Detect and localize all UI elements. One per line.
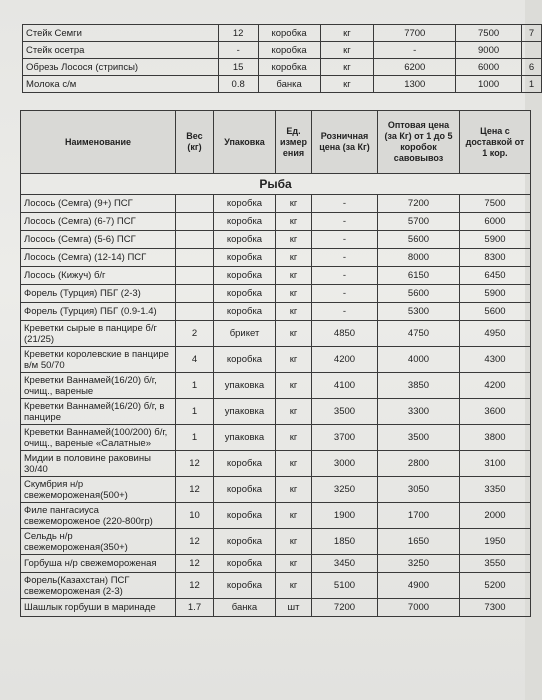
table-row — [21, 477, 531, 503]
cell-unit: кг — [276, 573, 312, 599]
top-table-cell: 7700 — [374, 25, 456, 42]
cell-package: коробка — [214, 451, 276, 477]
cell-unit: кг — [276, 503, 312, 529]
cell-unit: шт — [276, 599, 312, 617]
top-table-cell: банка — [258, 76, 320, 93]
cell-unit: кг — [276, 451, 312, 477]
cell-wholesale: 5600 — [378, 231, 460, 249]
top-table-cell: 1300 — [374, 76, 456, 93]
header-name: Наименование — [21, 111, 176, 174]
cell-unit: кг — [276, 231, 312, 249]
header-unit: Ед. измер ения — [276, 111, 312, 174]
cell-unit: кг — [276, 555, 312, 573]
table-row — [21, 451, 531, 477]
cell-retail: - — [312, 231, 378, 249]
cell-weight: 12 — [176, 555, 214, 573]
cell-retail: - — [312, 195, 378, 213]
cell-delivery: 7500 — [460, 195, 531, 213]
top-table-cell: - — [374, 42, 456, 59]
cell-retail: - — [312, 267, 378, 285]
cell-name: Креветки Ваннамей(16/20) б/г, очищ., вареные — [21, 373, 176, 399]
cell-wholesale: 6150 — [378, 267, 460, 285]
cell-package: коробка — [214, 503, 276, 529]
cell-name: Креветки Ваннамей(100/200) б/г, очищ., вареные «Салатные» — [21, 425, 176, 451]
main-table-body — [21, 174, 531, 617]
table-row — [21, 249, 531, 267]
table-row — [21, 573, 531, 599]
cell-unit: кг — [276, 303, 312, 321]
cell-weight: 1 — [176, 399, 214, 425]
cell-wholesale: 4900 — [378, 573, 460, 599]
cell-retail: 5100 — [312, 573, 378, 599]
top-table-cell: кг — [320, 42, 374, 59]
cell-wholesale: 2800 — [378, 451, 460, 477]
cell-delivery: 7300 — [460, 599, 531, 617]
cell-weight: 1 — [176, 373, 214, 399]
table-row — [21, 285, 531, 303]
top-table-cell: 9000 — [456, 42, 522, 59]
top-table-cell: коробка — [258, 25, 320, 42]
header-row — [21, 111, 531, 174]
cell-unit: кг — [276, 373, 312, 399]
cell-weight: 10 — [176, 503, 214, 529]
cell-wholesale: 3300 — [378, 399, 460, 425]
table-row — [21, 399, 531, 425]
cell-wholesale: 5600 — [378, 285, 460, 303]
cell-package: коробка — [214, 267, 276, 285]
cell-name: Мидии в половине раковины 30/40 — [21, 451, 176, 477]
table-row — [21, 321, 531, 347]
cell-unit: кг — [276, 399, 312, 425]
table-row — [21, 529, 531, 555]
top-table-body — [23, 25, 542, 93]
top-price-table — [22, 24, 542, 93]
cell-delivery: 3800 — [460, 425, 531, 451]
cell-wholesale: 7200 — [378, 195, 460, 213]
section-title: Рыба — [21, 174, 531, 195]
cell-name: Лосось (Семга) (12-14) ПСГ — [21, 249, 176, 267]
cell-unit: кг — [276, 321, 312, 347]
top-table-cell: 6 — [522, 59, 542, 76]
cell-package: упаковка — [214, 399, 276, 425]
cell-weight: 12 — [176, 451, 214, 477]
cell-retail: - — [312, 303, 378, 321]
cell-wholesale: 5300 — [378, 303, 460, 321]
cell-unit: кг — [276, 249, 312, 267]
cell-package: коробка — [214, 477, 276, 503]
cell-weight — [176, 249, 214, 267]
cell-name: Сельдь н/р свежемороженая(350+) — [21, 529, 176, 555]
cell-delivery: 5900 — [460, 231, 531, 249]
cell-wholesale: 1650 — [378, 529, 460, 555]
cell-delivery: 4950 — [460, 321, 531, 347]
top-table-cell: - — [218, 42, 258, 59]
cell-delivery: 3350 — [460, 477, 531, 503]
cell-retail: 3700 — [312, 425, 378, 451]
cell-retail: - — [312, 213, 378, 231]
header-wholesale: Оптовая цена (за Кг) от 1 до 5 коробок савовывоз — [378, 111, 460, 174]
cell-retail: - — [312, 285, 378, 303]
top-table-cell: кг — [320, 76, 374, 93]
cell-name: Форель (Турция) ПБГ (0.9-1.4) — [21, 303, 176, 321]
cell-delivery: 3550 — [460, 555, 531, 573]
top-table-cell: 1000 — [456, 76, 522, 93]
top-table-cell: Стейк осетра — [23, 42, 219, 59]
cell-retail: 3500 — [312, 399, 378, 425]
cell-unit: кг — [276, 213, 312, 231]
top-table-row — [23, 42, 542, 59]
cell-delivery: 4300 — [460, 347, 531, 373]
cell-name: Креветки Ваннамей(16/20) б/г, в панцире — [21, 399, 176, 425]
cell-retail: 4200 — [312, 347, 378, 373]
cell-wholesale: 3250 — [378, 555, 460, 573]
cell-weight: 12 — [176, 573, 214, 599]
cell-delivery: 8300 — [460, 249, 531, 267]
cell-delivery: 3600 — [460, 399, 531, 425]
cell-weight: 1.7 — [176, 599, 214, 617]
cell-package: коробка — [214, 195, 276, 213]
cell-package: коробка — [214, 303, 276, 321]
cell-name: Лосось (Семга) (9+) ПСГ — [21, 195, 176, 213]
top-table-cell: 6000 — [456, 59, 522, 76]
cell-weight — [176, 303, 214, 321]
cell-weight — [176, 285, 214, 303]
cell-wholesale: 3500 — [378, 425, 460, 451]
cell-unit: кг — [276, 267, 312, 285]
cell-package: коробка — [214, 529, 276, 555]
cell-name: Креветки сырые в панцире б/г (21/25) — [21, 321, 176, 347]
cell-retail: - — [312, 249, 378, 267]
cell-retail: 3250 — [312, 477, 378, 503]
top-table-row — [23, 59, 542, 76]
top-table-cell: 12 — [218, 25, 258, 42]
cell-wholesale: 3050 — [378, 477, 460, 503]
cell-wholesale: 5700 — [378, 213, 460, 231]
cell-name: Филе пангасиуса свежемороженое (220-800гр) — [21, 503, 176, 529]
header-weight: Вес (кг) — [176, 111, 214, 174]
cell-name: Креветки королевские в панцире в/м 50/70 — [21, 347, 176, 373]
cell-delivery: 5600 — [460, 303, 531, 321]
cell-retail: 1900 — [312, 503, 378, 529]
top-table-cell: коробка — [258, 59, 320, 76]
cell-unit: кг — [276, 529, 312, 555]
cell-delivery: 5900 — [460, 285, 531, 303]
table-row — [21, 555, 531, 573]
top-table-cell — [522, 42, 542, 59]
top-table-cell: Молока с/м — [23, 76, 219, 93]
cell-weight — [176, 231, 214, 249]
cell-retail: 4100 — [312, 373, 378, 399]
cell-wholesale: 4000 — [378, 347, 460, 373]
cell-package: коробка — [214, 573, 276, 599]
top-table-cell: Обрезь Лосося (стрипсы) — [23, 59, 219, 76]
cell-package: брикет — [214, 321, 276, 347]
table-row — [21, 231, 531, 249]
cell-name: Форель(Казахстан) ПСГ свежемороженая (2-3) — [21, 573, 176, 599]
cell-retail: 3000 — [312, 451, 378, 477]
header-delivery: Цена с доставкой от 1 кор. — [460, 111, 531, 174]
top-table-cell: 6200 — [374, 59, 456, 76]
cell-weight: 1 — [176, 425, 214, 451]
top-table-row — [23, 25, 542, 42]
cell-delivery: 1950 — [460, 529, 531, 555]
cell-unit: кг — [276, 477, 312, 503]
top-table-cell: 7 — [522, 25, 542, 42]
cell-name: Лосось (Кижуч) б/г — [21, 267, 176, 285]
table-row — [21, 303, 531, 321]
cell-unit: кг — [276, 285, 312, 303]
table-row — [21, 213, 531, 231]
cell-name: Горбуша н/р свежемороженая — [21, 555, 176, 573]
cell-weight — [176, 267, 214, 285]
cell-delivery: 2000 — [460, 503, 531, 529]
cell-delivery: 6000 — [460, 213, 531, 231]
cell-delivery: 5200 — [460, 573, 531, 599]
top-table-cell: кг — [320, 59, 374, 76]
cell-name: Форель (Турция) ПБГ (2-3) — [21, 285, 176, 303]
cell-unit: кг — [276, 195, 312, 213]
cell-delivery: 4200 — [460, 373, 531, 399]
cell-package: коробка — [214, 249, 276, 267]
table-row — [21, 373, 531, 399]
cell-package: коробка — [214, 347, 276, 373]
cell-package: коробка — [214, 555, 276, 573]
cell-weight: 12 — [176, 477, 214, 503]
cell-package: упаковка — [214, 373, 276, 399]
section-row — [21, 174, 531, 195]
cell-delivery: 3100 — [460, 451, 531, 477]
main-price-table — [20, 110, 531, 617]
cell-weight — [176, 213, 214, 231]
top-table-cell: 1 — [522, 76, 542, 93]
cell-retail: 1850 — [312, 529, 378, 555]
table-row — [21, 599, 531, 617]
cell-unit: кг — [276, 425, 312, 451]
header-package: Упаковка — [214, 111, 276, 174]
cell-name: Лосось (Семга) (5-6) ПСГ — [21, 231, 176, 249]
cell-name: Лосось (Семга) (6-7) ПСГ — [21, 213, 176, 231]
cell-package: банка — [214, 599, 276, 617]
cell-weight: 12 — [176, 529, 214, 555]
cell-weight: 4 — [176, 347, 214, 373]
cell-weight: 2 — [176, 321, 214, 347]
header-retail: Розничная цена (за Кг) — [312, 111, 378, 174]
cell-wholesale: 8000 — [378, 249, 460, 267]
table-row — [21, 425, 531, 451]
cell-weight — [176, 195, 214, 213]
cell-package: упаковка — [214, 425, 276, 451]
table-row — [21, 267, 531, 285]
cell-wholesale: 4750 — [378, 321, 460, 347]
top-table-cell: Стейк Семги — [23, 25, 219, 42]
table-row — [21, 503, 531, 529]
cell-retail: 3450 — [312, 555, 378, 573]
cell-name: Скумбрия н/р свежемороженая(500+) — [21, 477, 176, 503]
cell-package: коробка — [214, 231, 276, 249]
cell-package: коробка — [214, 285, 276, 303]
top-table-row — [23, 76, 542, 93]
cell-wholesale: 7000 — [378, 599, 460, 617]
cell-name: Шашлык горбуши в маринаде — [21, 599, 176, 617]
cell-retail: 4850 — [312, 321, 378, 347]
table-row — [21, 195, 531, 213]
cell-retail: 7200 — [312, 599, 378, 617]
top-table-cell: кг — [320, 25, 374, 42]
cell-package: коробка — [214, 213, 276, 231]
cell-delivery: 6450 — [460, 267, 531, 285]
top-table-cell: 7500 — [456, 25, 522, 42]
top-table-cell: 15 — [218, 59, 258, 76]
table-row — [21, 347, 531, 373]
cell-wholesale: 1700 — [378, 503, 460, 529]
top-table-cell: коробка — [258, 42, 320, 59]
cell-wholesale: 3850 — [378, 373, 460, 399]
top-table-cell: 0.8 — [218, 76, 258, 93]
cell-unit: кг — [276, 347, 312, 373]
